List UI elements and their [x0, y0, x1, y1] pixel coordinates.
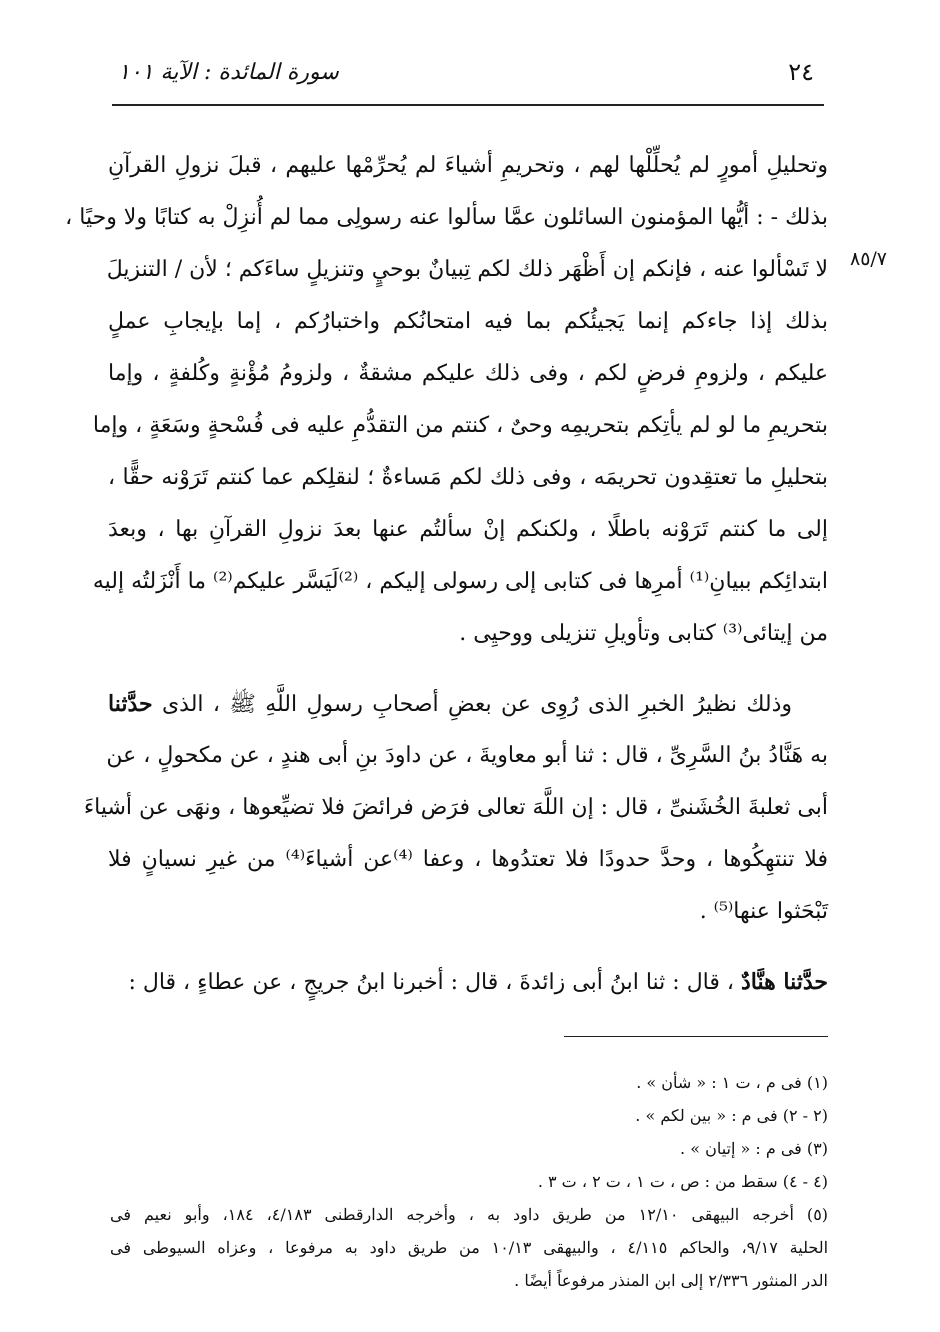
footnote: (٥) أخرجه البيهقى ١٢/١٠ من طريق داود به ، وأخرجه الدارقطنى ٤/١٨٣، ١٨٤، وأبو نعيم فى [110, 1205, 829, 1224]
paragraph-2 [83, 678, 828, 938]
text-line: إلى ما كنتم تَرَوْنه باطلًا ، ولكنكم إنْ سألتُم عنها بعدَ نزولِ القرآنِ بها ، وبعدَ [108, 517, 828, 542]
text-line: وتحليلِ أمورٍ لم يُحلِّلْها لهم ، وتحريمِ أشياءَ لم يُحرِّمْها عليهم ، قبلَ نزولِ القرآنِ [108, 153, 828, 178]
footnote: (٤ - ٤) سقط من : ص ، ت ١ ، ت ٢ ، ت ٣ . [537, 1172, 828, 1191]
text-line: به هَنَّادُ بنُ السَّرِىِّ ، قال : ثنا أبو معاويةَ ، عن داودَ بنِ أبى هندٍ ، عن مكحولٍ ، عن [106, 743, 828, 768]
line-text: ، قال : ثنا ابنُ أبى زائدةَ ، قال : أخبرنا ابنُ جريجٍ ، عن عطاءٍ ، قال : [128, 970, 741, 995]
footnote-rule [564, 1036, 828, 1037]
footnote: (٣) فى م : « إتيان » . [680, 1139, 828, 1158]
isnad-marker: حدَّثنا هنَّادٌ [740, 969, 828, 995]
paragraph-3 [108, 956, 828, 1008]
running-title: سورة المائدة : الآية ١٠١ [118, 60, 339, 85]
text-line: لا تَسْألوا عنه ، فإنكم إن أَظْهَر ذلك لكم تِبيانٌ بوحيٍ وتنزيلٍ ساءَكم ؛ لأن / التنزيلَ [106, 257, 828, 282]
text-line [108, 956, 828, 1008]
paragraph-1 [65, 140, 828, 660]
text-line: فلا تنتهِكُوها ، وحدَّ حدودًا فلا تعتدُوها ، وعفا ⁽⁴⁾عن أشياءَ⁽⁴⁾ من غيرِ نسيانٍ فلا [108, 847, 828, 872]
text-line: تَبْحَثوا عنها⁽⁵⁾ . [699, 899, 828, 924]
text-line: أبى ثعلبةَ الخُشَنىِّ ، قال : إن اللَّهَ تعالى فرَض فرائضَ فلا تضيِّعوها ، ونهَى عن أشياءَ [83, 795, 828, 820]
footnotes [110, 1066, 828, 1297]
footnote: (١) فى م ، ت ١ : « شأن » . [636, 1073, 828, 1092]
paragraph-gap [108, 660, 828, 678]
line-text: وذلك نظيرُ الخبرِ الذى رُوِى عن بعضِ أصحابِ رسولِ اللَّهِ ﷺ ، الذى [152, 692, 792, 717]
footnote: (٢ - ٢) فى م : « بين لكم » . [635, 1106, 828, 1125]
footnote: الدر المنثور ٢/٣٣٦ إلى ابن المنذر مرفوعاً أيضًا . [514, 1271, 828, 1290]
paragraph-gap [108, 938, 828, 956]
text-line: بذلك إذا جاءكم إنما يَجيئُكم بما فيه امتحانُكم واختبارُكم ، إما بإيجابِ عملٍ [108, 309, 828, 334]
text-line: ابتدائِكم ببيانِ⁽¹⁾ أمرِها فى كتابى إلى رسولى إليكم ، ⁽²⁾لَيَسَّر عليكم⁽²⁾ ما أَنْزَلتُه إليه [92, 569, 828, 594]
main-text [65, 140, 828, 1008]
text-line: من إيتائى⁽³⁾ كتابى وتأويلِ تنزيلى ووحيِى . [459, 621, 828, 646]
header-rule [112, 104, 824, 106]
isnad-marker: حدَّثنا [108, 691, 153, 717]
text-line: بذلك - : أيُّها المؤمنون السائلون عمَّا سألوا عنه رسولِى مما لم أُنزِلْ به كتابًا ولا وحيًا ، [65, 205, 828, 230]
text-line: عليكم ، ولزومِ فرضٍ لكم ، وفى ذلك عليكم مشقةٌ ، ولزومُ مُؤْنةٍ وكُلفةٍ ، وإما [108, 361, 828, 386]
text-line: بتحريمِ ما لو لم يأتِكم بتحريمِه وحىٌ ، كنتم من التقدُّمِ عليه فى فُسْحةٍ وسَعَةٍ ، وإما [92, 413, 828, 438]
page-header [110, 52, 822, 102]
footnote: الحلية ٩/١٧، والحاكم ٤/١١٥ ، والبيهقى ١٠/١٣ من طريق داود به مرفوعا ، وعزاه السيوطى فى [110, 1238, 829, 1257]
text-line: بتحليلِ ما تعتقِدون تحريمَه ، وفى ذلك لكم مَساءةٌ ؛ لنقلِكم عما كنتم تَرَوْنه حقًّا ، [108, 465, 828, 490]
text-line [108, 678, 828, 730]
page-number: ٢٤ [788, 58, 814, 86]
margin-reference: ٨٥/٧ [850, 248, 888, 270]
